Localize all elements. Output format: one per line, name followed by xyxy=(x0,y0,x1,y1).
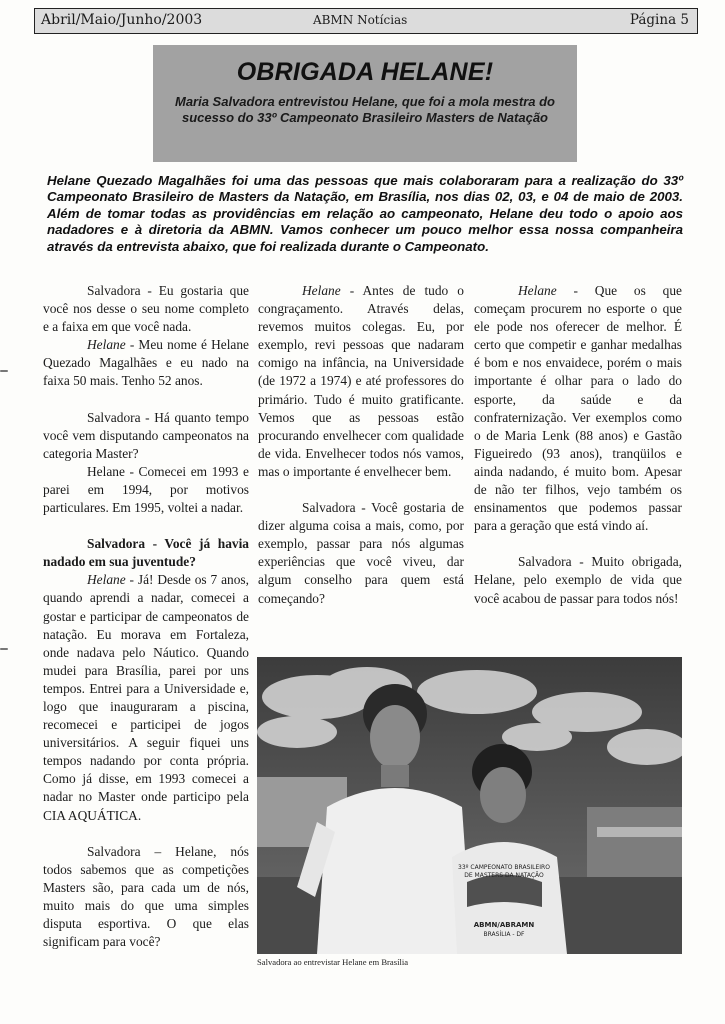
interview-closing: Salvadora - Muito obrigada, Helane, pelo exemplo de vida que você acabou de passar para todos nós! xyxy=(474,554,682,606)
speaker-name: Helane xyxy=(302,283,341,298)
interview-answer xyxy=(474,282,682,535)
answer-text: - Meu nome é Helane Quezado Magalhães e eu nado na faixa 50 mais. Tenho 52 anos. xyxy=(43,337,249,389)
scan-mark xyxy=(0,370,8,372)
interview-answer: Helane - Comecei em 1993 e parei em 1994, por motivos particulares. Em 1995, voltei a nadar. xyxy=(43,463,249,516)
answer-text: - Antes de tudo o congraçamento. Através delas, revemos muitos colegas. Eu, por exemplo, revi pessoas que nadaram comigo na infância, na Universidade (de 1972 a 1974) e até professores do primário. Tudo é muito gratificante. Vemos que as pessoas estão procurando envelhecer com qualidade de vida. Envelhecer todos nós vamos, mas o importante é envelhecer bem. xyxy=(258,283,464,479)
interview-question: Salvadora - Você já havia nadado em sua juventude? xyxy=(43,536,249,570)
shirt-text: ABMN/ABRAMN xyxy=(473,921,535,929)
page-number: Página 5 xyxy=(629,12,689,28)
article-column-1 xyxy=(43,282,249,951)
issue-date: Abril/Maio/Junho/2003 xyxy=(41,12,203,28)
interview-question: Salvadora - Eu gostaria que você nos desse o seu nome completo e a faixa em que você nada. xyxy=(43,283,249,335)
speaker-name: Helane xyxy=(518,283,557,298)
article-subtitle: Maria Salvadora entrevistou Helane, que foi a mola mestra do sucesso do 33º Campeonato Brasileiro Masters de Natação xyxy=(174,94,555,125)
interview-photo xyxy=(257,657,682,954)
publication-name: ABMN Notícias xyxy=(313,13,408,27)
speaker-name: Helane xyxy=(87,572,126,588)
answer-text: - Já! Desde os 7 anos, quando aprendi a nadar, comecei a gostar e participar de campeonatos de natação. Eu morava em Fortaleza, onde nadava pelo Náutico. Quando mudei para Brasília, parei por uns tempos. Entrei para a Universidade e, logo que inauguraram a piscina, recomecei e participei de jogos universitários. A seguir fiquei uns tempos nadando por conta própria. Como já disse, em 1993 comecei a nadar no Master onde participo pela CIA AQUÁTICA. xyxy=(43,572,249,823)
page-header xyxy=(34,8,698,34)
article-column-2 xyxy=(258,282,464,608)
shirt-text: 33º CAMPEONATO BRASILEIRO xyxy=(458,864,550,871)
interview-question: Salvadora - Há quanto tempo você vem disputando campeonatos na categoria Master? xyxy=(43,409,249,461)
article-title-box xyxy=(153,45,577,162)
speaker-name: Helane xyxy=(87,337,126,353)
article-column-3 xyxy=(474,282,682,608)
photo-illustration xyxy=(257,657,682,954)
article-intro: Helane Quezado Magalhães foi uma das pessoas que mais colaboraram para a realização do 33º Campeonato Brasileiro de Masters da Natação, em Brasília, nos dias 02, 03, e 04 de maio de 2003. Além de tomar todas as providências em relação ao campeonato, Helane deu todo o apoio aos nadadores e à diretoria da ABMN. Vamos conhecer um pouco melhor essa nossa companheira através da entrevista abaixo, que foi realizada durante o Campeonato. xyxy=(47,173,683,254)
scan-mark xyxy=(0,648,8,650)
interview-answer xyxy=(43,571,249,824)
interview-question: Salvadora - Você gostaria de dizer alguma coisa a mais, como, por exemplo, passar para nós algumas experiências que você viveu, dar algum conselho para quem está começando? xyxy=(258,500,464,606)
article-title: OBRIGADA HELANE! xyxy=(236,58,494,86)
shirt-text: BRASÍLIA - DF xyxy=(483,931,525,938)
interview-answer xyxy=(258,282,464,481)
photo-caption: Salvadora ao entrevistar Helane em Brasília xyxy=(257,957,409,967)
interview-question: Salvadora – Helane, nós todos sabemos que as competições Masters são, para cada um de nós, muito mais do que uma simples disputa esportiva. O que elas significam para você? xyxy=(43,843,249,950)
answer-text: - Que os que começam procurem no esporte o que ele pode nos oferecer de melhor. É certo que competir e ganhar medalhas é bom e nos envaidece, porém o mais importante é olhar para o lado do esporte, da saúde e da confraternização. Ver exemplos como o de Maria Lenk (88 anos) e Gastão Figueiredo (93 anos), tranqüilos e ainda nadando, é muito bom. Apesar de não ter filhos, vejo também os ensinamentos que podemos passar para a geração que está vindo aí. xyxy=(474,283,682,534)
shirt-text: DE MASTERS DA NATAÇÃO xyxy=(464,872,544,879)
interview-answer xyxy=(43,336,249,390)
